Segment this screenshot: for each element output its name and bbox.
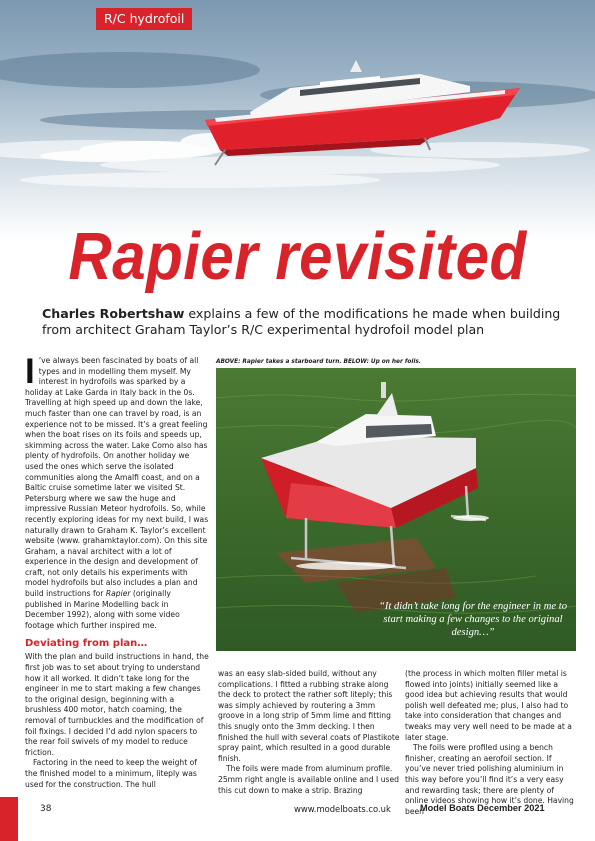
photo-caption: ABOVE: Rapier takes a starboard turn. BELOW: Up on her foils. xyxy=(216,359,421,365)
paragraph: (the process in which molten filler metal is flowed into joints) initially seemed like a good idea but achieving results that would polish well defeated me; plus, I also had to take into consideration that changes and tweaks may very well need to be made at a later stage. xyxy=(405,669,572,742)
author-name: Charles Robertshaw xyxy=(42,306,185,321)
body-column-3 xyxy=(405,669,577,817)
footer-accent-bar xyxy=(0,797,18,841)
website-link[interactable]: www.modelboats.co.uk xyxy=(294,804,391,814)
body-column-1 xyxy=(25,352,209,790)
page-number: 38 xyxy=(40,804,52,814)
boat-name: Rapier xyxy=(105,589,131,599)
section-tag: R/C hydrofoil xyxy=(96,8,192,30)
body-column-2 xyxy=(218,669,400,796)
paragraph: was an easy slab-sided build, without any complications. I fitted a rubbing strake along the deck to protect the rather soft liteply; this was simply achieved by routering a 3mm groove in a long strip of 5mm lime and fitting this snugly onto the 3mm decking. I then finished the hull with several coats of Plastikote spray paint, which resulted in a good durable finish. xyxy=(218,669,400,763)
drop-cap: I xyxy=(25,352,35,391)
standfirst-text: explains a few of the modifications he made when building from architect Graham Taylor’s R/C experimental hydrofoil model plan xyxy=(42,306,561,337)
issue-label: Model Boats December 2021 xyxy=(420,803,545,813)
pull-quote: “It didn’t take long for the engineer in me to start making a few changes to the original design…” xyxy=(378,601,567,638)
paragraph: The foils were made from aluminum profile. 25mm right angle is available online and I used this cut down to make a strip. Brazing xyxy=(218,764,399,795)
paragraph: Factoring in the need to keep the weight of the finished model to a minimum, liteply was used for the construction. The hull xyxy=(25,758,197,789)
subheading: Deviating from plan… xyxy=(25,638,148,650)
hero-hydrofoil-image xyxy=(0,0,595,240)
paragraph: The foils were profiled using a bench finisher, creating an aerofoil section. If you’ve never tried polishing aluminium in this way before you’ll find it’s a very easy and rewarding task; there are plenty of online videos showing how it’s done. Having been xyxy=(405,743,574,816)
paragraph-intro: ’ve always been fascinated by boats of all types and in modelling them myself. My interest in hydrofoils was sparked by a holiday at Lake Garda in Italy back in the 0s. Travelling at high speed up and down the lake, much faster than one can travel by road, is an experience not to be missed. It’s a great feeling when the boat rises on its foils and speeds up, skimming across the water. Lake Como also has plenty of hydrofoils. On another holiday we used the ones which serve the isolated communities along the Amalfi coast, and on a Baltic cruise sometime later we visited St. Petersburg where we saw the huge and impressive Russian Meteor hydrofoils. So, while recently exploring ideas for my next build, I was naturally drawn to Graham K. Taylor’s excellent website (www. grahamktaylor.com). On this site Graham, a naval architect with a lot of experience in the design and development of craft, not only details his experiments with model hydrofoils but also includes a plan and build instructions for xyxy=(25,356,209,599)
standfirst xyxy=(42,306,562,337)
hero-photo xyxy=(0,0,595,240)
paragraph: With the plan and build instructions in hand, the first job was to set about trying to understand how it all worked. It didn’t take long for the engineer in me to start making a few changes to the original design, beginning with a brushless 400 motor, hatch coaming, the removal of turnbuckles and the modification of foil fixings. I decided I’d add nylon spacers to the rear foil swivels of my model to reduce friction. xyxy=(25,652,209,757)
article-title: Rapier revisited xyxy=(68,218,527,294)
paragraph-intro-end: (originally published in Marine Modelling back in December 1992), along with some video footage which further inspired me. xyxy=(25,589,180,630)
